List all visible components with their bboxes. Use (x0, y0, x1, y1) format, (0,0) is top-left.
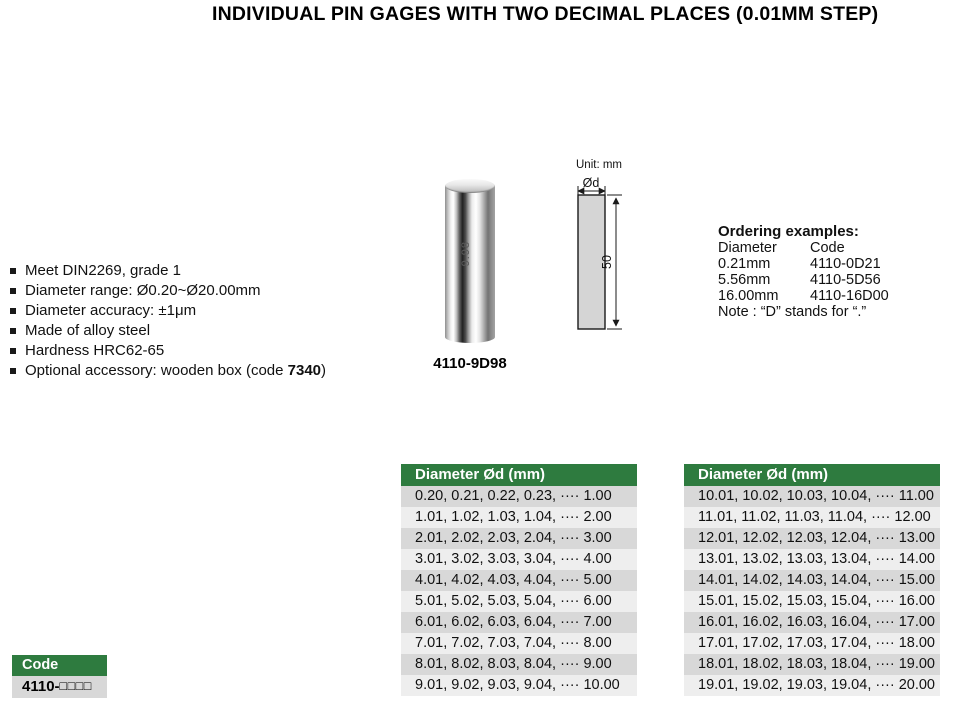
code-placeholder-boxes: □□□□ (59, 679, 92, 693)
ordering-examples (718, 223, 889, 320)
table-row: 2.01, 2.02, 2.03, 2.04, ···· 3.00 (401, 528, 637, 549)
table-rows (684, 486, 940, 696)
table-row: 7.01, 7.02, 7.03, 7.04, ···· 8.00 (401, 633, 637, 654)
feature-item (8, 301, 326, 321)
ordering-note: Note : “D” stands for “.” (718, 304, 867, 320)
table-row: 10.01, 10.02, 10.03, 10.04, ···· 11.00 (684, 486, 940, 507)
feature-text: Diameter range: Ø0.20~Ø20.00mm (25, 282, 261, 299)
feature-text: Hardness HRC62-65 (25, 342, 165, 359)
ordering-column-headers (718, 240, 889, 256)
table-row: 15.01, 15.02, 15.03, 15.04, ···· 16.00 (684, 591, 940, 612)
dimension-drawing (563, 153, 648, 348)
code-pattern (12, 676, 107, 698)
ordering-row: 0.21mm 4110-0D21 (718, 256, 881, 272)
pin-size-marking: 9.98 (460, 241, 472, 267)
feature-item (8, 321, 326, 341)
code-box (12, 655, 107, 698)
table-row: 4.01, 4.02, 4.03, 4.04, ···· 5.00 (401, 570, 637, 591)
bullet-icon (10, 308, 16, 314)
pin-gage-photo (444, 179, 496, 343)
table-row: 14.01, 14.02, 14.03, 14.04, ···· 15.00 (684, 570, 940, 591)
bullet-icon (10, 268, 16, 274)
ordering-row: 16.00mm 4110-16D00 (718, 288, 889, 304)
table-row: 6.01, 6.02, 6.03, 6.04, ···· 7.00 (401, 612, 637, 633)
table-row: 1.01, 1.02, 1.03, 1.04, ···· 2.00 (401, 507, 637, 528)
table-row: 0.20, 0.21, 0.22, 0.23, ···· 1.00 (401, 486, 637, 507)
table-row: 3.01, 3.02, 3.03, 3.04, ···· 4.00 (401, 549, 637, 570)
ordering-row: 5.56mm 4110-5D56 (718, 272, 881, 288)
table-header: Diameter Ød (mm) (684, 464, 940, 486)
feature-item (8, 261, 326, 281)
feature-text: Made of alloy steel (25, 322, 151, 339)
table-row: 11.01, 11.02, 11.03, 11.04, ···· 12.00 (684, 507, 940, 528)
table-row: 12.01, 12.02, 12.03, 12.04, ···· 13.00 (684, 528, 940, 549)
feature-list (8, 261, 326, 381)
ordering-heading: Ordering examples: (718, 223, 859, 240)
ordering-col-code: Code (810, 240, 845, 256)
size-table-2 (684, 464, 940, 696)
table-row: 16.01, 16.02, 16.03, 16.04, ···· 17.00 (684, 612, 940, 633)
feature-item (8, 341, 326, 361)
size-table-1 (401, 464, 637, 696)
table-row: 9.01, 9.02, 9.03, 9.04, ···· 10.00 (401, 675, 637, 696)
table-row: 5.01, 5.02, 5.03, 5.04, ···· 6.00 (401, 591, 637, 612)
feature-text: Optional accessory: wooden box (code 7340) (25, 362, 327, 379)
table-row: 17.01, 17.02, 17.03, 17.04, ···· 18.00 (684, 633, 940, 654)
table-rows (401, 486, 637, 696)
ordering-col-diameter: Diameter (718, 240, 777, 256)
length-dim-label: 50 (600, 255, 614, 269)
diameter-dim-label: Ød (582, 176, 600, 190)
code-box-header: Code (12, 655, 107, 676)
feature-text: Diameter accuracy: ±1μm (25, 302, 197, 319)
unit-label: Unit: mm (576, 159, 622, 171)
bullet-icon (10, 368, 16, 374)
pin-top-face (445, 179, 495, 193)
feature-text: Meet DIN2269, grade 1 (25, 262, 181, 279)
feature-item (8, 361, 326, 381)
table-row: 18.01, 18.02, 18.03, 18.04, ···· 19.00 (684, 654, 940, 675)
code-prefix: 4110- (22, 678, 60, 695)
bullet-icon (10, 348, 16, 354)
table-row: 19.01, 19.02, 19.03, 19.04, ···· 20.00 (684, 675, 940, 696)
bullet-icon (10, 328, 16, 334)
pin-model-label: 4110-9D98 (433, 355, 507, 372)
table-row: 13.01, 13.02, 13.03, 13.04, ···· 14.00 (684, 549, 940, 570)
table-header: Diameter Ød (mm) (401, 464, 637, 486)
bullet-icon (10, 288, 16, 294)
page-title: INDIVIDUAL PIN GAGES WITH TWO DECIMAL PLACES (0.01MM STEP) (212, 3, 879, 25)
table-row: 8.01, 8.02, 8.03, 8.04, ···· 9.00 (401, 654, 637, 675)
feature-item (8, 281, 326, 301)
